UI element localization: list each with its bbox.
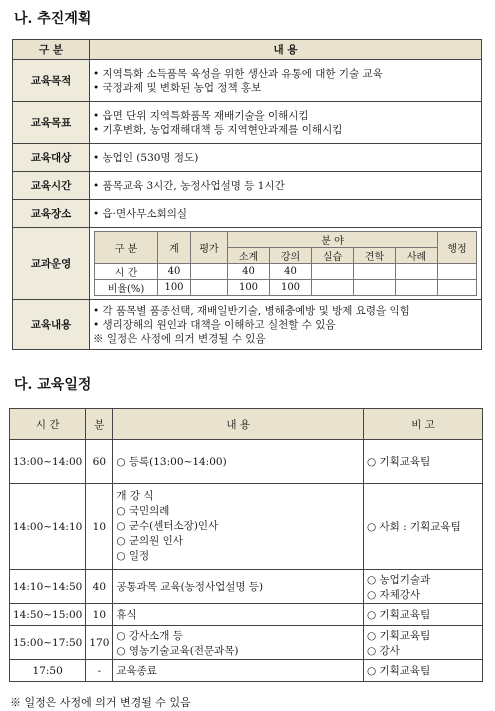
op-header-admin: 행정 xyxy=(438,232,477,264)
op-sub-header: 소계 xyxy=(228,248,270,264)
op-cell: 40 xyxy=(158,264,191,280)
op-cell: 40 xyxy=(228,264,270,280)
op-cell xyxy=(396,280,438,296)
op-header-eval: 평가 xyxy=(191,232,228,264)
note-line: ○ 자체강사 xyxy=(367,588,421,601)
op-cell xyxy=(312,264,354,280)
plan-table xyxy=(12,39,482,350)
schedule-time: 14:10~14:50 xyxy=(10,570,86,604)
row-content-content xyxy=(90,300,482,350)
list-item: ※ 일정은 사정에 의거 변경될 수 있음 xyxy=(93,332,266,345)
note-line: ○ 기획교육팀 xyxy=(367,665,431,677)
header-time: 시 간 xyxy=(10,409,86,440)
content-line: ○ 국민의례 xyxy=(116,505,170,517)
content-line: 교육종료 xyxy=(116,665,157,677)
schedule-minutes: 60 xyxy=(86,440,113,484)
schedule-note xyxy=(364,660,483,682)
row-label-purpose: 교육목적 xyxy=(13,60,90,102)
row-content-place: • 읍·면사무소회의실 xyxy=(90,200,482,228)
op-cell: 100 xyxy=(270,280,312,296)
op-cell xyxy=(438,264,477,280)
note-line: ○ 기획교육팀 xyxy=(367,609,431,621)
schedule-note xyxy=(364,626,483,660)
note-line: ○ 기획교육팀 xyxy=(367,629,431,642)
op-cell xyxy=(312,280,354,296)
section-title-plan: 나. 추진계획 xyxy=(14,11,92,27)
op-cell xyxy=(191,264,228,280)
op-header-total: 계 xyxy=(158,232,191,264)
schedule-note xyxy=(364,440,483,484)
row-content-target: • 농업인 (530명 정도) xyxy=(90,144,482,172)
content-line: 개 강 식 xyxy=(116,490,154,502)
content-line: ○ 영농기술교육(전문과목) xyxy=(116,644,239,657)
op-sub-header: 실습 xyxy=(312,248,354,264)
schedule-content xyxy=(113,626,364,660)
op-sub-header: 강의 xyxy=(270,248,312,264)
op-cell: 40 xyxy=(270,264,312,280)
op-cell: 100 xyxy=(228,280,270,296)
header-minutes: 분 xyxy=(86,409,113,440)
schedule-content xyxy=(113,484,364,570)
schedule-minutes: - xyxy=(86,660,113,682)
header-category: 구 분 xyxy=(13,40,90,60)
note-line: ○ 강사 xyxy=(367,644,400,657)
schedule-time: 13:00~14:00 xyxy=(10,440,86,484)
content-line: ○ 군의원 인사 xyxy=(116,535,183,547)
op-cell xyxy=(396,264,438,280)
row-content-purpose xyxy=(90,60,482,102)
op-header-gubun: 구 분 xyxy=(95,232,158,264)
header-note: 비 고 xyxy=(364,409,483,440)
schedule-time: 14:50~15:00 xyxy=(10,604,86,626)
op-sub-header: 견학 xyxy=(354,248,396,264)
section-title-schedule: 다. 교육일정 xyxy=(14,377,92,393)
note-line: ○ 사회 : 기획교육팀 xyxy=(367,521,461,533)
row-label-goal: 교육목표 xyxy=(13,102,90,144)
schedule-content xyxy=(113,604,364,626)
list-item: • 각 품목별 품종선택, 재배일반기술, 병해충예방 및 방제 요령을 익힘 xyxy=(93,304,410,317)
content-line: 휴식 xyxy=(116,609,137,621)
op-sub-header: 사례 xyxy=(396,248,438,264)
op-cell xyxy=(191,280,228,296)
list-item: • 생리장해의 원인과 대책을 이해하고 실천할 수 있음 xyxy=(93,318,336,331)
schedule-minutes: 40 xyxy=(86,570,113,604)
schedule-content xyxy=(113,440,364,484)
content-line: ○ 일정 xyxy=(116,550,150,562)
schedule-note xyxy=(364,570,483,604)
list-item: • 지역특화 소득품목 육성을 위한 생산과 유통에 대한 기술 교육 xyxy=(93,67,383,80)
schedule-note xyxy=(364,484,483,570)
schedule-minutes: 10 xyxy=(86,484,113,570)
schedule-table xyxy=(9,408,483,682)
list-item: • 국정과제 및 변화된 농업 정책 홍보 xyxy=(93,81,262,94)
row-label-target: 교육대상 xyxy=(13,144,90,172)
schedule-minutes: 170 xyxy=(86,626,113,660)
schedule-minutes: 10 xyxy=(86,604,113,626)
op-row-label-time: 시 간 xyxy=(95,264,158,280)
content-line: ○ 등록(13:00~14:00) xyxy=(116,456,227,468)
schedule-time: 14:00~14:10 xyxy=(10,484,86,570)
row-label-operation: 교과운영 xyxy=(13,228,90,300)
op-cell xyxy=(438,280,477,296)
content-line: ○ 강사소개 등 xyxy=(116,629,183,642)
list-item: • 기후변화, 농업재해대책 등 지역현안과제를 이해시킴 xyxy=(93,123,343,136)
schedule-note xyxy=(364,604,483,626)
content-line: ○ 군수(센터소장)인사 xyxy=(116,520,219,532)
op-header-field: 분 야 xyxy=(228,232,438,248)
schedule-content xyxy=(113,660,364,682)
operation-table xyxy=(94,231,477,296)
content-line: 공통과목 교육(농정사업설명 등) xyxy=(116,581,264,593)
schedule-content xyxy=(113,570,364,604)
op-cell: 100 xyxy=(158,280,191,296)
note-line: ○ 농업기술과 xyxy=(367,573,431,586)
row-label-content: 교육내용 xyxy=(13,300,90,350)
row-label-place: 교육장소 xyxy=(13,200,90,228)
schedule-time: 15:00~17:50 xyxy=(10,626,86,660)
op-cell xyxy=(354,280,396,296)
list-item: • 읍면 단위 지역특화품목 재배기술을 이해시킴 xyxy=(93,109,309,122)
header-content: 내 용 xyxy=(90,40,482,60)
row-content-goal xyxy=(90,102,482,144)
row-label-time: 교육시간 xyxy=(13,172,90,200)
op-row-label-ratio: 비율(%) xyxy=(95,280,158,296)
header-content: 내 용 xyxy=(113,409,364,440)
note-line: ○ 기획교육팀 xyxy=(367,456,431,468)
op-cell xyxy=(354,264,396,280)
row-content-time: • 품목교육 3시간, 농정사업설명 등 1시간 xyxy=(90,172,482,200)
schedule-time: 17:50 xyxy=(10,660,86,682)
row-content-operation xyxy=(90,228,482,300)
footnote: ※ 일정은 사정에 의거 변경될 수 있음 xyxy=(10,696,191,709)
